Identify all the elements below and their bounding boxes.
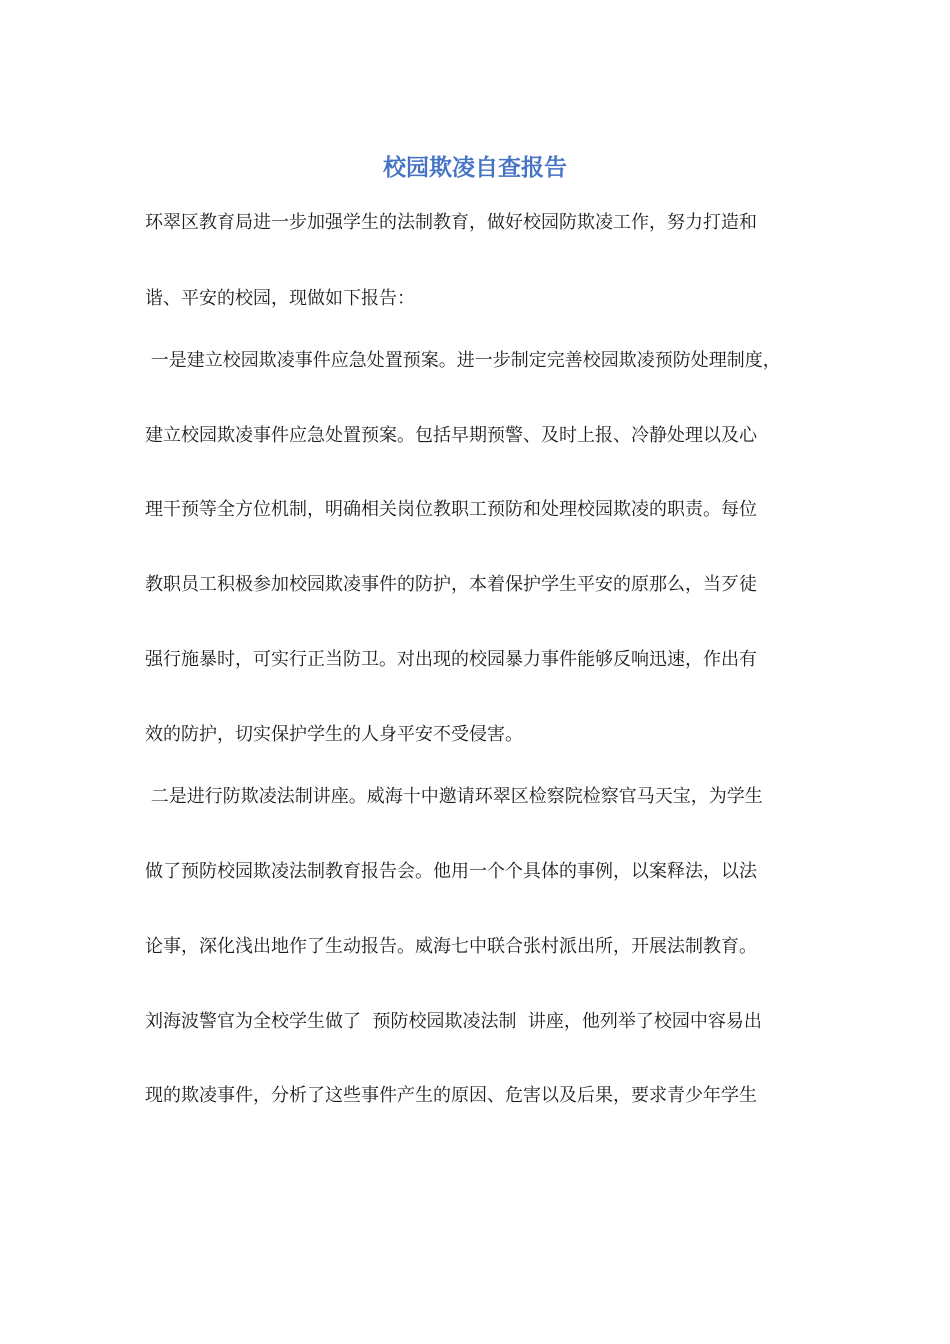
document-title: 校园欺凌自查报告 bbox=[383, 154, 567, 181]
paragraph-line: 一是建立校园欺凌事件应急处置预案。进一步制定完善校园欺凌预防处理制度， bbox=[145, 350, 781, 371]
paragraph-line: 教职员工积极参加校园欺凌事件的防护，本着保护学生平安的原那么，当歹徒 bbox=[145, 574, 757, 595]
paragraph-line: 理干预等全方位机制，明确相关岗位教职工预防和处理校园欺凌的职责。每位 bbox=[145, 499, 757, 520]
paragraph-line: 效的防护，切实保护学生的人身平安不受侵害。 bbox=[145, 724, 523, 745]
paragraph-line: 环翠区教育局进一步加强学生的法制教育，做好校园防欺凌工作，努力打造和 bbox=[145, 212, 757, 233]
paragraph-line: 做了预防校园欺凌法制教育报告会。他用一个个具体的事例，以案释法，以法 bbox=[145, 861, 757, 882]
paragraph-line: 现的欺凌事件，分析了这些事件产生的原因、危害以及后果，要求青少年学生 bbox=[145, 1085, 757, 1106]
paragraph-line: 论事，深化浅出地作了生动报告。威海七中联合张村派出所，开展法制教育。 bbox=[145, 936, 757, 957]
paragraph-line: 强行施暴时，可实行正当防卫。对出现的校园暴力事件能够反响迅速，作出有 bbox=[145, 649, 757, 670]
paragraph-line: 建立校园欺凌事件应急处置预案。包括早期预警、及时上报、冷静处理以及心 bbox=[145, 425, 757, 446]
paragraph-line: 刘海波警官为全校学生做了 预防校园欺凌法制 讲座，他列举了校园中容易出 bbox=[145, 1011, 762, 1032]
paragraph-line: 谐、平安的校园，现做如下报告： bbox=[145, 288, 415, 309]
paragraph-line: 二是进行防欺凌法制讲座。威海十中邀请环翠区检察院检察官马天宝，为学生 bbox=[145, 786, 763, 807]
